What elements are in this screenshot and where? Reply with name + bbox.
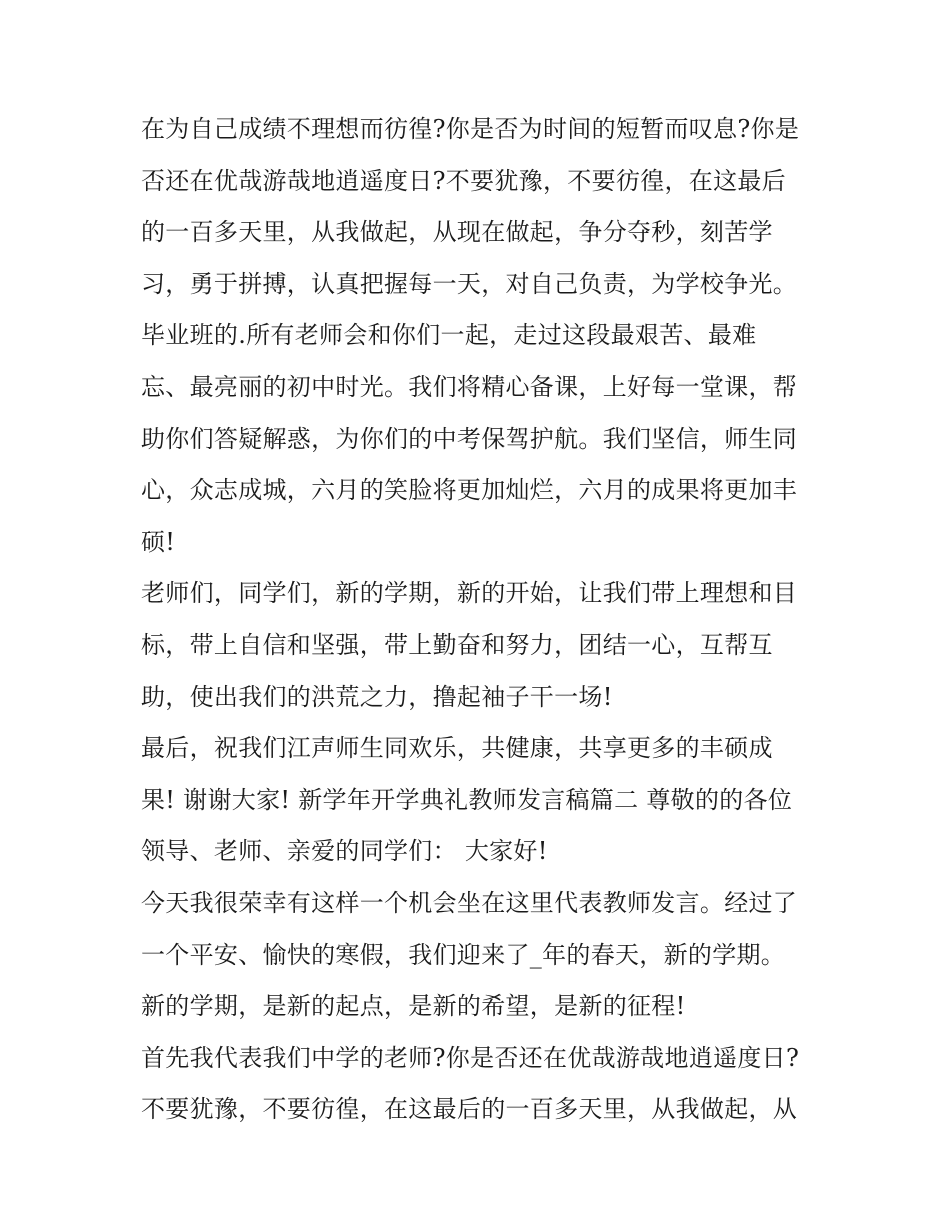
text-line: 心，众志成城，六月的笑脸将更加灿烂，六月的成果将更加丰 — [141, 476, 798, 505]
text-line: 助你们答疑解惑，为你们的中考保驾护航。我们坚信，师生同 — [141, 424, 798, 453]
text-line: 硕! — [141, 527, 176, 556]
document-body — [141, 110, 821, 1142]
text-line: 标，带上自信和坚强，带上勤奋和努力，团结一心，互帮互 — [141, 630, 773, 659]
text-line: 否还在优哉游哉地逍遥度日?不要犹豫，不要彷徨，在这最后 — [141, 166, 786, 195]
text-line: 习，勇于拼搏，认真把握每一天，对自己负责，为学校争光。 — [141, 269, 798, 298]
text-line: 在为自己成绩不理想而彷徨?你是否为时间的短暂而叹息?你是 — [141, 115, 800, 143]
text-line: 今天我很荣幸有这样一个机会坐在这里代表教师发言。经过了 — [141, 888, 798, 917]
text-line: 新的学期，是新的起点，是新的希望，是新的征程! — [141, 992, 686, 1021]
text-line: 果! 谢谢大家! 新学年开学典礼教师发言稿篇二 尊敬的的各位 — [141, 785, 793, 814]
text-line: 最后，祝我们江声师生同欢乐，共健康，共享更多的丰硕成 — [141, 734, 773, 763]
text-line: 不要犹豫，不要彷徨，在这最后的一百多天里，从我做起，从 — [141, 1095, 798, 1124]
text-line: 忘、最亮丽的初中时光。我们将精心备课，上好每一堂课，帮 — [141, 372, 798, 401]
text-line: 助，使出我们的洪荒之力，撸起袖子干一场! — [141, 682, 613, 711]
text-line: 的一百多天里，从我做起，从现在做起，争分夺秒，刻苦学 — [141, 218, 773, 247]
text-line: 首先我代表我们中学的老师?你是否还在优哉游哉地逍遥度日? — [141, 1043, 800, 1072]
text-line: 领导、老师、亲爱的同学们： 大家好! — [141, 837, 548, 866]
text-line: 一个平安、愉快的寒假，我们迎来了_年的春天，新的学期。 — [141, 940, 786, 969]
text-line: 老师们，同学们，新的学期，新的开始，让我们带上理想和目 — [141, 579, 798, 608]
text-line: 毕业班的.所有老师会和你们一起，走过这段最艰苦、最难 — [141, 321, 757, 350]
